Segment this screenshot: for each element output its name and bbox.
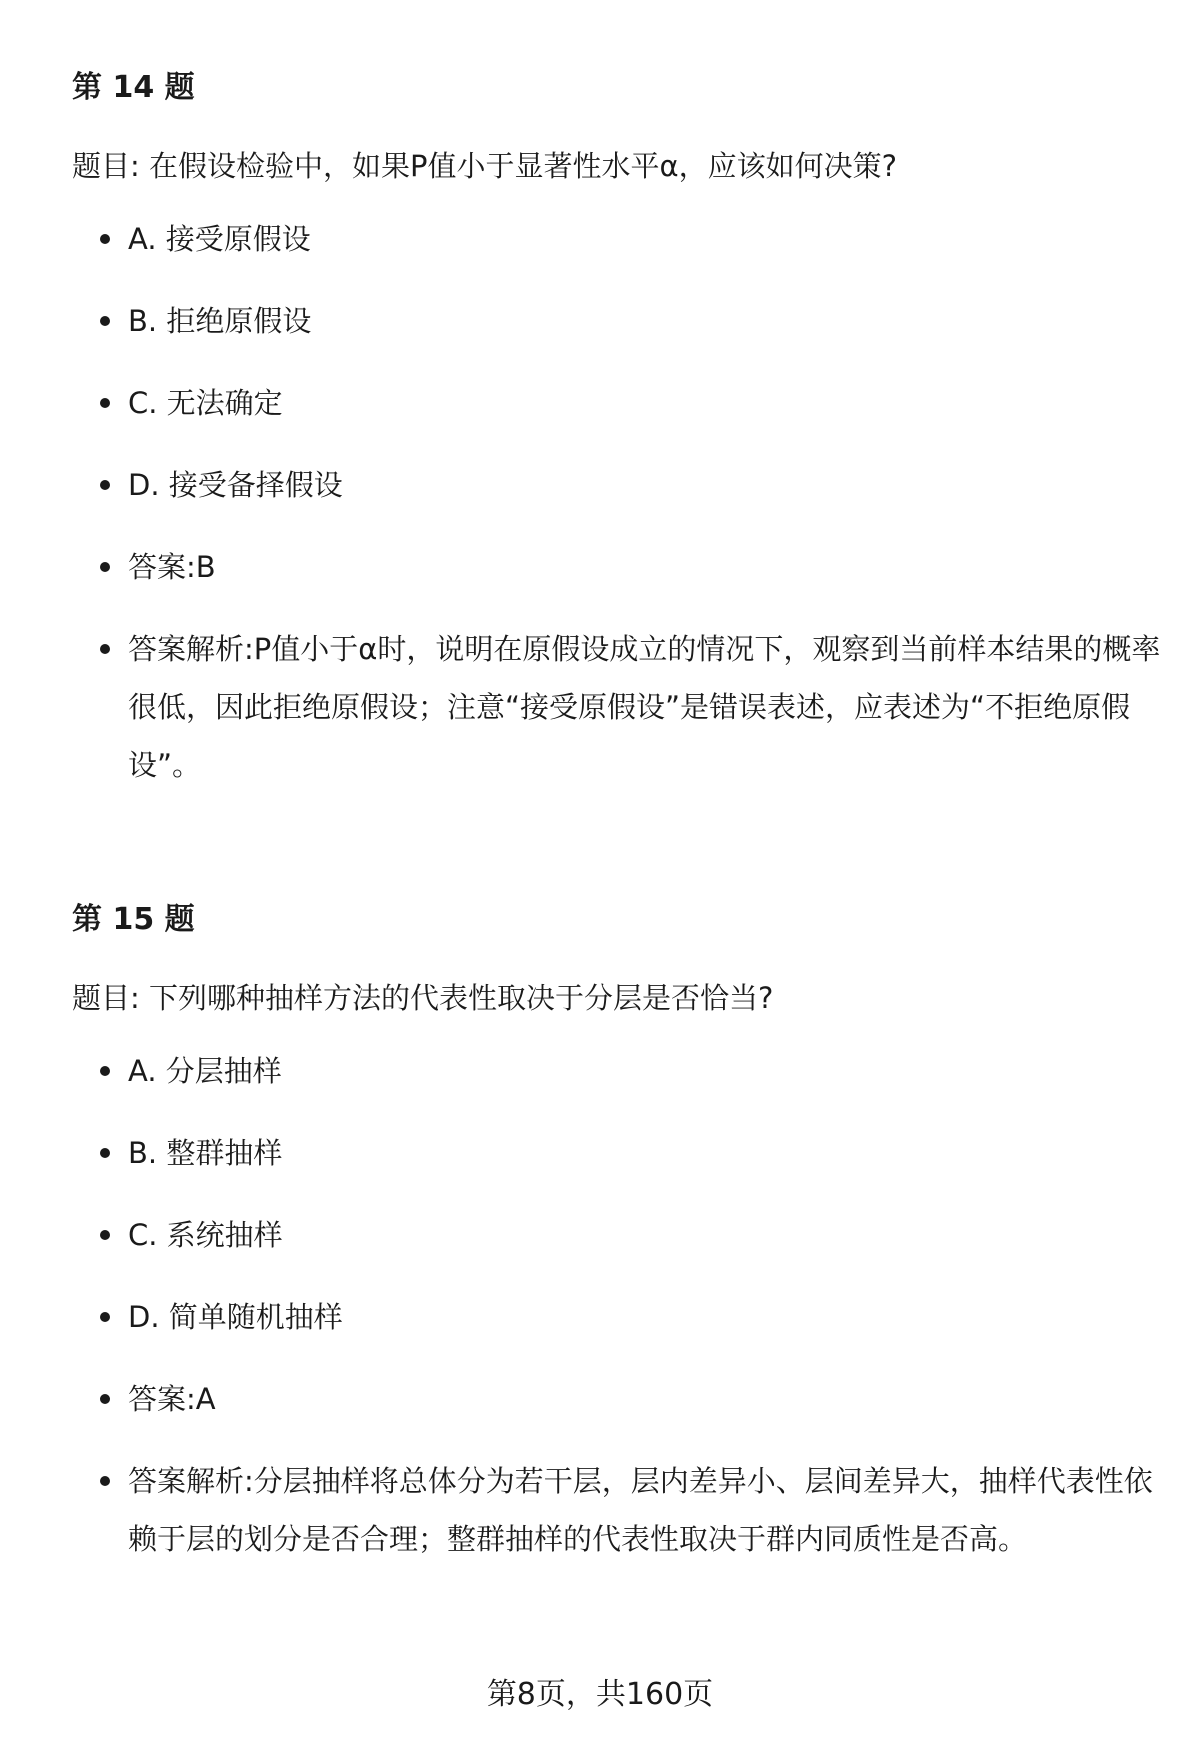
explanation-item <box>72 620 1162 794</box>
option-text: B. 整群抽样 <box>128 1136 283 1170</box>
bullet-icon <box>100 538 110 596</box>
question-stem: 题目: 在假设检验中，如果P值小于显著性水平α，应该如何决策? <box>72 149 897 183</box>
bullet-icon <box>100 1370 110 1428</box>
bullet-icon <box>100 1042 110 1100</box>
bullet-icon <box>100 1288 110 1346</box>
explanation-item <box>72 1452 1162 1568</box>
option-item <box>72 210 1162 268</box>
page-number-footer: 第8页，共160页 <box>486 1677 714 1712</box>
option-text: B. 拒绝原假设 <box>128 304 312 338</box>
question-heading: 第 15 题 <box>72 902 195 937</box>
question-stem: 题目: 下列哪种抽样方法的代表性取决于分层是否恰当? <box>72 981 774 1015</box>
option-text: C. 系统抽样 <box>128 1218 283 1252</box>
explanation-text: 答案解析:P值小于α时，说明在原假设成立的情况下，观察到当前样本结果的概率很低，因此拒绝原假设；注意“接受原假设”是错误表述，应表述为“不拒绝原假设”。 <box>128 632 1161 782</box>
question-heading: 第 14 题 <box>72 70 195 105</box>
option-text: D. 接受备择假设 <box>128 468 343 502</box>
bullet-icon <box>100 374 110 432</box>
bullet-icon <box>100 292 110 350</box>
option-text: A. 分层抽样 <box>128 1054 282 1088</box>
answer-text: 答案:B <box>128 550 216 584</box>
option-item <box>72 374 1162 432</box>
bullet-icon <box>100 210 110 268</box>
option-item <box>72 1288 1162 1346</box>
question-14 <box>72 68 1162 794</box>
question-15 <box>72 900 1162 1568</box>
option-list <box>72 1042 1162 1568</box>
option-text: A. 接受原假设 <box>128 222 311 256</box>
option-item <box>72 456 1162 514</box>
bullet-icon <box>100 1452 110 1510</box>
bullet-icon <box>100 1124 110 1182</box>
explanation-text: 答案解析:分层抽样将总体分为若干层，层内差异小、层间差异大，抽样代表性依赖于层的划分是否合理；整群抽样的代表性取决于群内同质性是否高。 <box>128 1464 1153 1556</box>
option-text: C. 无法确定 <box>128 386 283 420</box>
answer-item <box>72 1370 1162 1428</box>
bullet-icon <box>100 1206 110 1264</box>
option-item <box>72 292 1162 350</box>
bullet-icon <box>100 456 110 514</box>
option-list <box>72 210 1162 794</box>
option-item <box>72 1206 1162 1264</box>
bullet-icon <box>100 620 110 678</box>
option-item <box>72 1042 1162 1100</box>
option-text: D. 简单随机抽样 <box>128 1300 343 1334</box>
option-item <box>72 1124 1162 1182</box>
answer-item <box>72 538 1162 596</box>
answer-text: 答案:A <box>128 1382 216 1416</box>
